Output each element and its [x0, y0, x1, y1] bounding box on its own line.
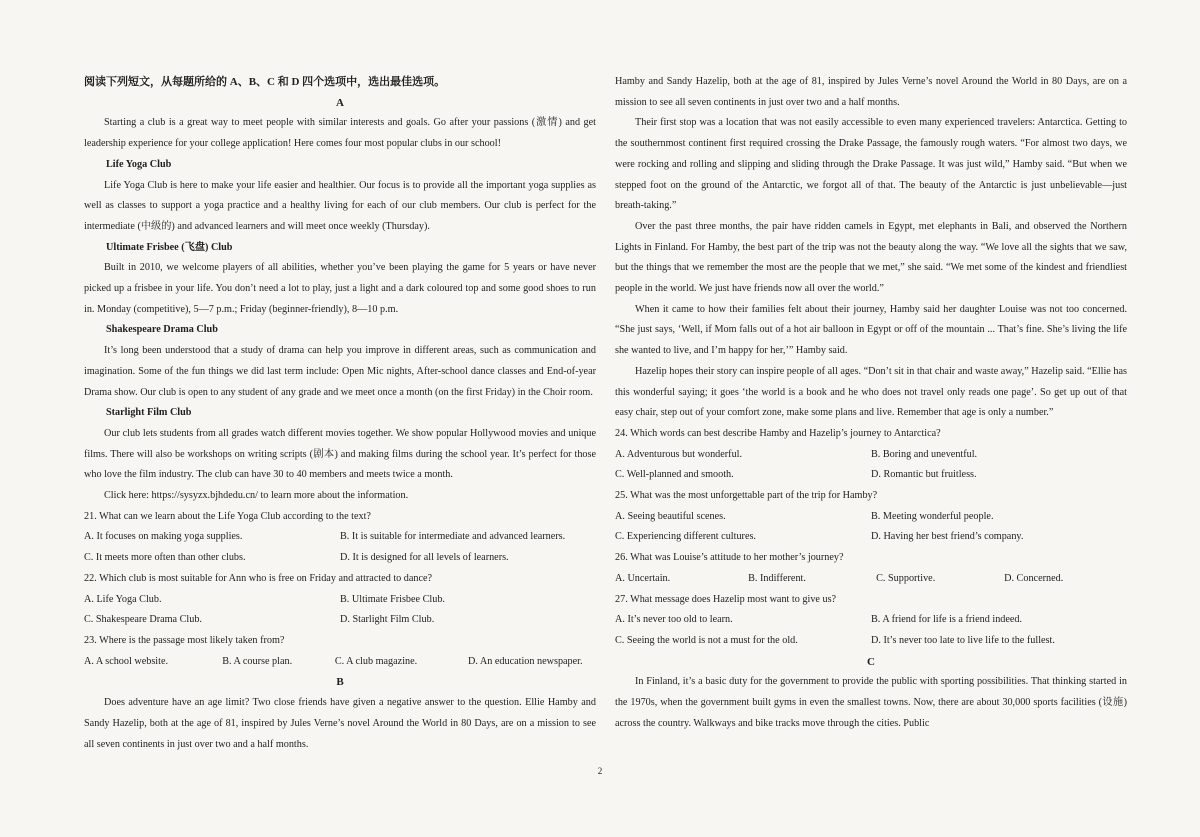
club-heading-drama: Shakespeare Drama Club — [106, 324, 218, 336]
question-22-options-row2 — [84, 610, 596, 631]
section-b-paragraph-1-continued: Hamby and Sandy Hazelip, both at the age of 81, inspired by Jules Verne’s novel Around the World in 80 Days, are on a mission to see all seven continents in just over two and a half months. — [615, 76, 1127, 108]
question-27-options-row1 — [615, 610, 1127, 631]
question-24-options-row2 — [615, 465, 1127, 486]
section-b-paragraph-4: When it came to how their families felt about their journey, Hamby said her daughter Louise was not too concerned. “She just says, ‘Well, if Mom falls out of a hot air balloon in Egypt or off of the mountain ... That’s fine. She’s living the life she wanted to live, and I’m happy for her,’” Hamby said. — [615, 303, 1127, 357]
q26-option-b: B. Indifferent. — [748, 572, 806, 584]
q25-option-c: C. Experiencing different cultures. — [615, 531, 756, 543]
q25-option-d: D. Having her best friend’s company. — [871, 531, 1024, 543]
instruction: 阅读下列短文，从每题所给的 A、B、C 和 D 四个选项中，选出最佳选项。 — [84, 76, 446, 88]
q23-option-c: C. A club magazine. — [334, 655, 418, 667]
q24-option-b: B. Boring and uneventful. — [871, 448, 978, 460]
question-22-options-row1 — [84, 590, 596, 611]
q21-option-a: A. It focuses on making yoga supplies. — [84, 531, 243, 543]
left-column — [84, 72, 596, 750]
question-25-options-row2 — [615, 527, 1127, 548]
q21-option-b: B. It is suitable for intermediate and advanced learners. — [340, 531, 566, 543]
club-text-yoga: Life Yoga Club is here to make your life easier and healthier. Our focus is to provide all the important yoga supplies as well as classes to support a yoga practice and a healthy living for each of our club members. Our club is perfect for the intermediate (中级的) and advanced learners and will meet once weekly (Thursday). — [84, 179, 596, 232]
section-b-paragraph-1: Does adventure have an age limit? Two close friends have given a negative answer to the question. Ellie Hamby and Sandy Hazelip, both at the age of 81, inspired by Jules Verne’s novel Around the World in 80 Days, are on a mission to see all seven continents in just over two and a half months. — [84, 697, 596, 750]
q24-option-c: C. Well-planned and smooth. — [615, 469, 734, 481]
click-here-link-text: Click here: https://sysyzx.bjhdedu.cn/ to learn more about the information. — [104, 490, 409, 502]
section-b-paragraph-2: Their first stop was a location that was not easily accessible to even many experienced travelers: Antarctica. Getting to the southernmost continent first required crossing the Drake Passage, the famously rough waters. “For almost two days, we were rocking and rolling and slipping and sliding through the Drake Passage. It was just wild,” Hamby said. “But when we stepped foot on the ground of the Antarctic, we forgot all of that. The beauty of the Antarctic is just unbelievable—just breath-taking.” — [615, 117, 1127, 212]
q24-option-a: A. Adventurous but wonderful. — [615, 448, 743, 460]
section-b-paragraph-3: Over the past three months, the pair have ridden camels in Egypt, met elephants in Bali, and observed the Northern Lights in Finland. For Hamby, the best part of the trip was not the beauty along the way. “We love all the sights that we saw, but the things that we remember the most are the people that we met,” she said. “We met some of the kindest and friendliest people in the world. We just have friends now all over the world.” — [615, 220, 1127, 295]
q23-option-b: B. A course plan. — [222, 655, 293, 667]
section-c-title: C — [867, 655, 875, 668]
q21-option-c: C. It meets more often than other clubs. — [84, 552, 246, 564]
question-27-stem: 27. What message does Hazelip most want to give us? — [615, 593, 837, 605]
club-heading-film: Starlight Film Club — [106, 407, 192, 419]
q26-option-c: C. Supportive. — [876, 572, 936, 584]
club-text-film: Our club lets students from all grades watch different movies together. We show popular Hollywood movies and unique films. There will also be workshops on writing scripts (剧本) and making films during the school year. It’s perfect for those who love the film industry. The club can have 30 to 40 members and meets twice a month. — [84, 427, 596, 481]
q25-option-a: A. Seeing beautiful scenes. — [615, 510, 726, 522]
question-25-stem: 25. What was the most unforgettable part of the trip for Hamby? — [615, 490, 878, 502]
q24-option-d: D. Romantic but fruitless. — [871, 469, 977, 481]
q27-option-a: A. It’s never too old to learn. — [615, 614, 733, 626]
q26-option-d: D. Concerned. — [1004, 572, 1064, 584]
q27-option-c: C. Seeing the world is not a must for the old. — [615, 634, 798, 646]
q22-option-b: B. Ultimate Frisbee Club. — [340, 593, 445, 605]
q26-option-a: A. Uncertain. — [615, 572, 671, 584]
q21-option-d: D. It is designed for all levels of learners. — [340, 552, 509, 564]
q27-option-b: B. A friend for life is a friend indeed. — [871, 614, 1023, 626]
question-21-stem: 21. What can we learn about the Life Yoga Club according to the text? — [84, 510, 371, 522]
page-number: 2 — [597, 766, 603, 776]
club-heading-yoga: Life Yoga Club — [106, 158, 172, 170]
question-21-options-row2 — [84, 548, 596, 569]
question-26-options — [615, 569, 1127, 590]
right-column — [615, 72, 1127, 735]
question-25-options-row1 — [615, 507, 1127, 528]
q22-option-a: A. Life Yoga Club. — [84, 593, 162, 605]
q22-option-d: D. Starlight Film Club. — [340, 614, 435, 626]
q23-option-a: A. A school website. — [84, 655, 169, 667]
question-23-options — [84, 652, 596, 673]
club-text-drama: It’s long been understood that a study of drama can help you improve in different areas, such as communication and imagination. Some of the fun things we did last term include: Open Mic nights, After-school dance classes and End-of-year Drama show. Our club is open to any student of any grade and we meet once a month (on the first Friday) in the Choir room. — [84, 345, 596, 398]
club-text-frisbee: Built in 2010, we welcome players of all abilities, whether you’ve been playing the game for 5 years or have never picked up a frisbee in your life. You don’t need a lot to play, just a light and a dark coloured top and some good shoes to run in. Monday (competitive), 5—7 p.m.; Friday (beginner-friendly), 8—10 p.m. — [84, 262, 596, 315]
q23-option-d: D. An education newspaper. — [467, 655, 583, 667]
q25-option-b: B. Meeting wonderful people. — [871, 510, 994, 522]
section-b-paragraph-5: Hazelip hopes their story can inspire people of all ages. “Don’t sit in that chair and waste away,” Hazelip said. “Ellie has this wonderful saying; it goes ‘the world is a book and he who does not travel only reads one page’. So get up out of that easy chair, step out of your comfort zone, make some plans and live. Remember that age is only a number.” — [615, 365, 1127, 419]
section-a-title: A — [336, 96, 344, 109]
question-24-stem: 24. Which words can best describe Hamby and Hazelip’s journey to Antarctica? — [615, 427, 941, 439]
section-c-paragraph-1: In Finland, it’s a basic duty for the government to provide the public with sporting possibilities. That thinking started in the 1970s, when the government built gyms in even the smallest towns. Now, there are about 30,000 sports facilities (设施) across the country. Walkways and bike tracks move through the cities. Public — [615, 676, 1127, 729]
question-27-options-row2 — [615, 631, 1127, 652]
question-23-stem: 23. Where is the passage most likely taken from? — [84, 634, 285, 646]
q22-option-c: C. Shakespeare Drama Club. — [84, 614, 202, 626]
club-heading-frisbee: Ultimate Frisbee (飞盘) Club — [106, 241, 233, 253]
question-22-stem: 22. Which club is most suitable for Ann who is free on Friday and attracted to dance? — [84, 572, 433, 584]
question-21-options-row1 — [84, 527, 596, 548]
section-b-title: B — [336, 676, 344, 689]
question-26-stem: 26. What was Louise’s attitude to her mother’s journey? — [615, 552, 844, 564]
question-24-options-row1 — [615, 445, 1127, 466]
q27-option-d: D. It’s never too late to live life to the fullest. — [871, 634, 1055, 646]
section-a-intro: Starting a club is a great way to meet people with similar interests and goals. Go after your passions (激情) and get leadership experience for your college application! Here comes four most popular clubs in our school! — [84, 117, 596, 150]
